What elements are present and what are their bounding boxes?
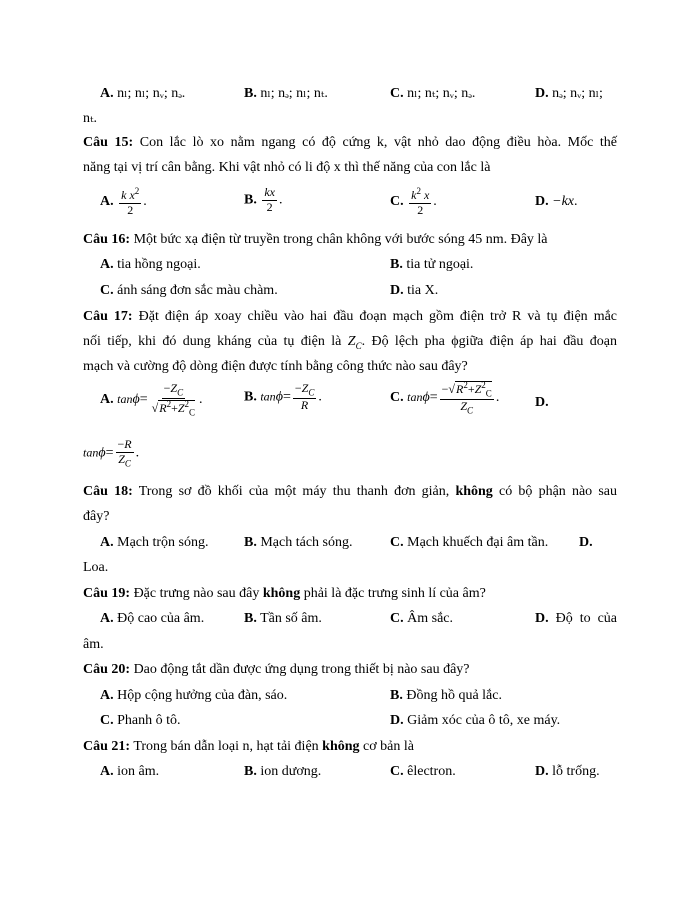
- q20-option-c[interactable]: C. Phanh ô tô.: [100, 713, 181, 728]
- q14-option-b[interactable]: B. nₗ; nₔ; nₗ; nₜ.: [244, 86, 328, 101]
- q19-stem: Câu 19: Đặc trưng nào sau đây không phải là đặc trưng sinh lí của âm?: [83, 586, 486, 601]
- q15-stem-line2: năng tại vị trí cân bằng. Khi vật nhỏ có li độ x thì thế năng của con lắc là: [83, 160, 491, 175]
- q17-option-a[interactable]: A. tanϕ= $\frac{-Z_C}{√R^2+Z^2_C}$ .: [100, 381, 203, 418]
- q16-option-b[interactable]: B. tia tử ngoại.: [390, 257, 474, 272]
- q21-option-d[interactable]: D. lỗ trống.: [535, 764, 600, 779]
- q17-stem-line2: nối tiếp, khi đó dung kháng của tụ điện là $Z_C$. Độ lệch pha ϕgiữa điện áp hai đầu đoạn: [83, 334, 617, 351]
- q14-option-c[interactable]: C. nₗ; nₜ; nᵥ; nₔ.: [390, 86, 476, 101]
- q19-option-a[interactable]: A. Độ cao của âm.: [100, 611, 205, 626]
- q18-stem: Câu 18: Trong sơ đồ khối của một máy thu thanh đơn giản, không có bộ phận nào sau: [83, 484, 618, 499]
- q17-option-b[interactable]: B. tanϕ= $\frac{-Z_C}{R}$ .: [244, 381, 322, 412]
- q20-option-d[interactable]: D. Giảm xóc của ô tô, xe máy.: [390, 713, 561, 728]
- q17-option-d-formula: tanϕ= $\frac{-R}{Z_C}$ .: [83, 437, 140, 469]
- q21-option-b[interactable]: B. ion dương.: [244, 764, 322, 779]
- q18-option-a[interactable]: A. Mạch trộn sóng.: [100, 535, 209, 550]
- q21-option-a[interactable]: A. ion âm.: [100, 764, 160, 779]
- q18-stem-line2: đây?: [83, 509, 110, 524]
- q16-stem: Câu 16: Một bức xạ điện từ truyền trong chân không với bước sóng 45 nm. Đây là: [83, 232, 548, 247]
- q15-option-c[interactable]: C. $\frac{k^2 x}{2}$ .: [390, 186, 437, 217]
- q17-option-c[interactable]: C. tanϕ= $\frac{-√R^2+Z^2_C}{Z_C}$ .: [390, 380, 500, 416]
- q16-option-a[interactable]: A. tia hồng ngoại.: [100, 257, 201, 272]
- q21-option-c[interactable]: C. êlectron.: [390, 764, 456, 779]
- q15-option-b[interactable]: B. $\frac{kx}{2}$ .: [244, 185, 283, 214]
- q17-option-d[interactable]: D.: [535, 395, 549, 410]
- q19-option-d[interactable]: D. Độ to của: [535, 611, 617, 626]
- q15-option-d[interactable]: D. −kx.: [535, 194, 578, 209]
- q18-option-c[interactable]: C. Mạch khuếch đại âm tần.: [390, 535, 549, 550]
- q18-option-d-cont: Loa.: [83, 560, 109, 575]
- q19-option-b[interactable]: B. Tần số âm.: [244, 611, 322, 626]
- q16-option-d[interactable]: D. tia X.: [390, 283, 439, 298]
- q14-option-a[interactable]: A. nₗ; nₗ; nᵥ; nₔ.: [100, 86, 186, 101]
- q19-option-c[interactable]: C. Âm sắc.: [390, 611, 454, 626]
- q21-stem: Câu 21: Trong bán dẫn loại n, hạt tải điện không cơ bản là: [83, 739, 414, 754]
- q20-option-a[interactable]: A. Hộp cộng hưởng của đàn, sáo.: [100, 688, 288, 703]
- q18-option-b[interactable]: B. Mạch tách sóng.: [244, 535, 353, 550]
- q18-option-d[interactable]: D.: [579, 535, 593, 550]
- q20-stem: Câu 20: Dao động tắt dần được ứng dụng trong thiết bị nào sau đây?: [83, 662, 470, 677]
- q15-option-a[interactable]: A. $\frac{k x^2}{2}$ .: [100, 186, 147, 217]
- q14-option-d-cont: nₜ.: [83, 111, 97, 126]
- q15-stem: Câu 15: Con lắc lò xo nằm ngang có độ cứng k, vật nhỏ dao động điều hòa. Mốc thế: [83, 135, 618, 150]
- q17-stem: Câu 17: Đặt điện áp xoay chiều vào hai đầu đoạn mạch gồm điện trở R và tụ điện mắc: [83, 309, 618, 324]
- q19-option-d-cont: âm.: [83, 637, 104, 652]
- q16-option-c[interactable]: C. ánh sáng đơn sắc màu chàm.: [100, 283, 278, 298]
- q20-option-b[interactable]: B. Đồng hồ quả lắc.: [390, 688, 502, 703]
- q17-stem-line3: mạch và cường độ dòng điện được tính bằng công thức nào sau đây?: [83, 359, 468, 374]
- q14-option-d[interactable]: D. nₔ; nᵥ; nₗ;: [535, 86, 603, 101]
